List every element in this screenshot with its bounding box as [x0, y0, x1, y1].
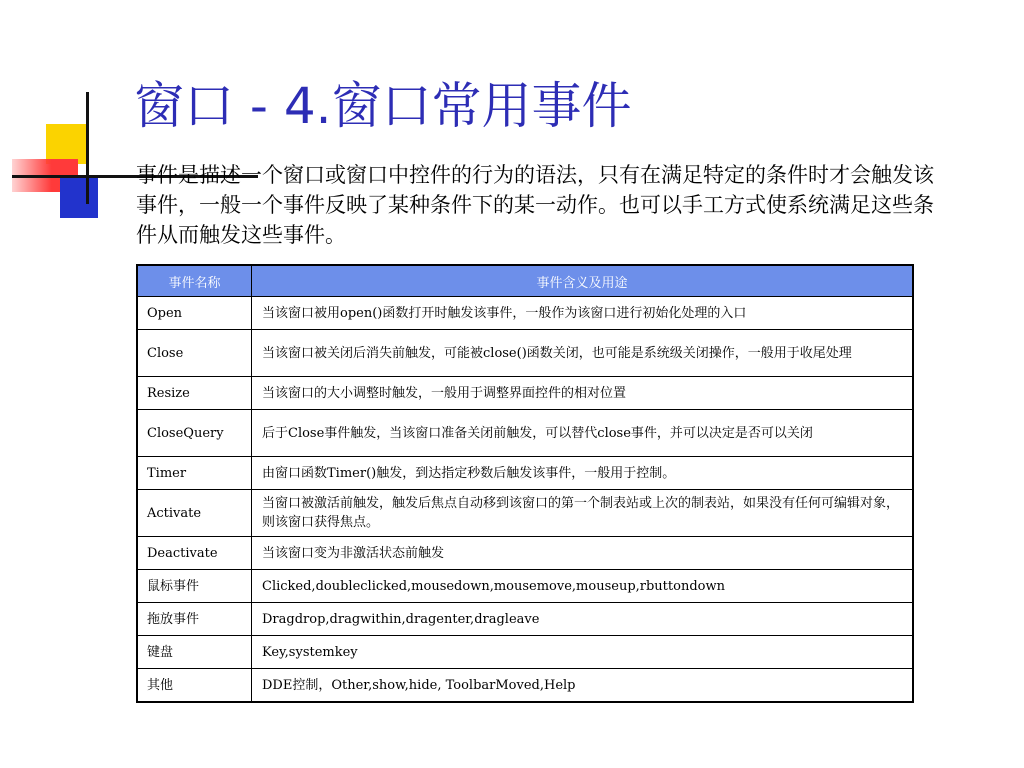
header-event-meaning: 事件含义及用途 [252, 265, 914, 297]
header-event-name: 事件名称 [137, 265, 252, 297]
event-desc-cell: 当该窗口的大小调整时触发，一般用于调整界面控件的相对位置 [252, 377, 914, 410]
event-desc-cell: 当该窗口被关闭后消失前触发，可能被close()函数关闭，也可能是系统级关闭操作，一般用于收尾处理 [252, 330, 914, 377]
logo-blue-square [60, 178, 98, 218]
event-desc-cell: Dragdrop,dragwithin,dragenter,dragleave [252, 603, 914, 636]
event-name-cell: Deactivate [137, 537, 252, 570]
event-name-cell: 其他 [137, 669, 252, 703]
event-name-cell: Close [137, 330, 252, 377]
event-name-cell: Open [137, 297, 252, 330]
events-table [136, 264, 914, 703]
table-row [137, 537, 913, 570]
table-row [137, 330, 913, 377]
table-row [137, 457, 913, 490]
event-name-cell: Activate [137, 490, 252, 537]
table-row [137, 636, 913, 669]
event-name-cell: 鼠标事件 [137, 570, 252, 603]
table-row [137, 410, 913, 457]
event-desc-cell: 当该窗口变为非激活状态前触发 [252, 537, 914, 570]
table-row [137, 377, 913, 410]
event-desc-cell: Key,systemkey [252, 636, 914, 669]
event-desc-cell: 由窗口函数Timer()触发，到达指定秒数后触发该事件，一般用于控制。 [252, 457, 914, 490]
table-row [137, 490, 913, 537]
table-row [137, 603, 913, 636]
table-row [137, 570, 913, 603]
event-name-cell: 拖放事件 [137, 603, 252, 636]
intro-paragraph: 事件是描述一个窗口或窗口中控件的行为的语法，只有在满足特定的条件时才会触发该事件，一般一个事件反映了某种条件下的某一动作。也可以手工方式使系统满足这些条件从而触发这些事件。 [136, 163, 934, 247]
event-desc-cell: 当窗口被激活前触发，触发后焦点自动移到该窗口的第一个制表站或上次的制表站，如果没有任何可编辑对象，则该窗口获得焦点。 [252, 490, 914, 537]
table-row [137, 297, 913, 330]
table-header-row [137, 265, 913, 297]
event-desc-cell: 当该窗口被用open()函数打开时触发该事件，一般作为该窗口进行初始化处理的入口 [252, 297, 914, 330]
event-name-cell: CloseQuery [137, 410, 252, 457]
logo-vertical-line [86, 92, 89, 204]
event-desc-cell: DDE控制，Other,show,hide, ToolbarMoved,Help [252, 669, 914, 703]
event-name-cell: 键盘 [137, 636, 252, 669]
slide-title: 窗口 - 4.窗口常用事件 [134, 77, 632, 135]
event-desc-cell: 后于Close事件触发，当该窗口准备关闭前触发，可以替代close事件，并可以决定是否可以关闭 [252, 410, 914, 457]
event-name-cell: Resize [137, 377, 252, 410]
logo-yellow-square [46, 124, 86, 164]
table-row [137, 669, 913, 703]
event-name-cell: Timer [137, 457, 252, 490]
event-desc-cell: Clicked,doubleclicked,mousedown,mousemove,mouseup,rbuttondown [252, 570, 914, 603]
